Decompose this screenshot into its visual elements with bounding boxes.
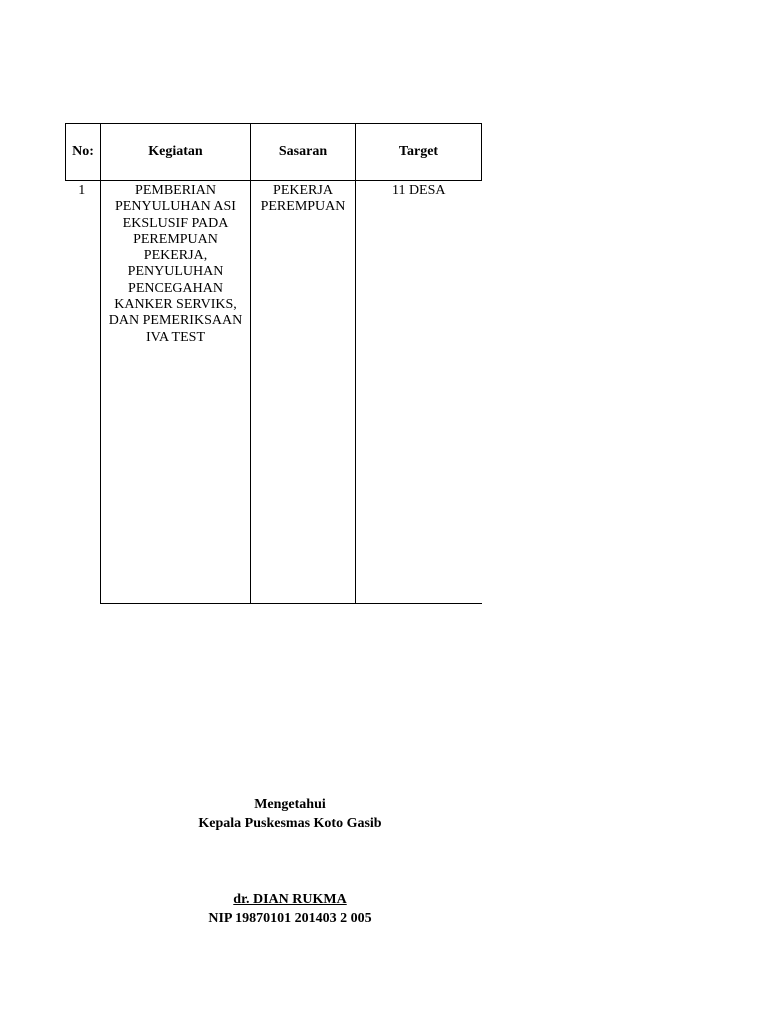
header-sasaran: Sasaran [251,124,356,181]
header-kegiatan: Kegiatan [101,124,251,181]
table-header-row [66,124,482,181]
signatory-name: dr. DIAN RUKMA [233,892,347,907]
cell-kegiatan: PEMBERIAN PENYULUHAN ASI EKSLUSIF PADA PEREMPUAN PEKERJA, PENYULUHAN PENCEGAHAN KANKER SERVIKS, DAN PEMERIKSAAN IVA TEST [101,181,251,604]
table-row [66,181,482,604]
header-no: No: [66,124,101,181]
cell-no: 1 [66,181,101,604]
approval-block [140,795,440,833]
activity-table [65,123,482,604]
signatory-nip: NIP 19870101 201403 2 005 [208,911,372,926]
cell-target: 11 DESA [356,181,482,604]
signatory-block [140,890,440,928]
approval-position: Kepala Puskesmas Koto Gasib [198,816,382,831]
cell-sasaran: PEKERJA PEREMPUAN [251,181,356,604]
approval-heading: Mengetahui [254,797,326,812]
header-target: Target [356,124,482,181]
